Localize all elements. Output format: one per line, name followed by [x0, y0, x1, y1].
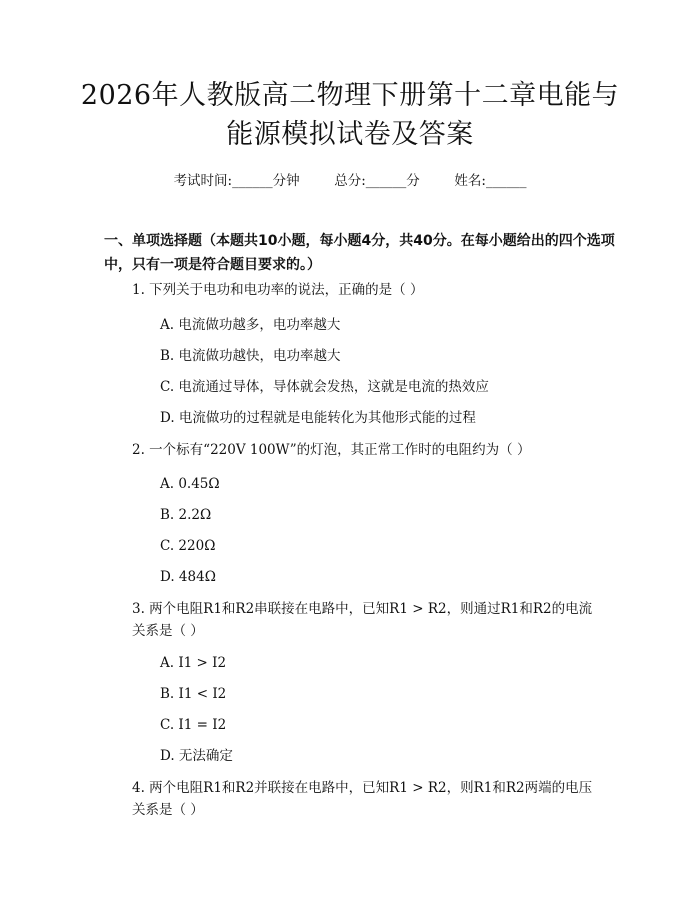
time-unit: 分钟	[272, 173, 300, 189]
page-title-line1: 2026年人教版高二物理下册第十二章电能与	[80, 80, 620, 111]
question-4-stem: 4. 两个电阻R1和R2并联接在电路中，已知R1 > R2，则R1和R2两端的电压关系是（ ）	[132, 780, 593, 818]
question-1-option-d: D. 电流做功的过程就是电能转化为其他形式能的过程	[160, 410, 476, 426]
score-unit: 分	[406, 173, 420, 189]
question-1-option-a: A. 电流做功越多，电功率越大	[160, 317, 341, 333]
time-label: 考试时间:	[173, 173, 233, 189]
question-3-option-c: C. I1 = I2	[160, 717, 227, 733]
score-label: 总分:	[334, 173, 366, 189]
exam-info-line	[0, 169, 700, 189]
question-2-option-a: A. 0.45Ω	[160, 476, 220, 492]
question-2-stem: 2. 一个标有“220V 100W”的灯泡，其正常工作时的电阻约为（ ）	[132, 442, 531, 458]
question-2-option-c: C. 220Ω	[160, 538, 216, 554]
question-2-option-b: B. 2.2Ω	[160, 507, 212, 523]
question-3-option-a: A. I1 > I2	[160, 655, 227, 671]
page-title-line2: 能源模拟试卷及答案	[226, 119, 474, 150]
question-3-option-d: D. 无法确定	[160, 748, 233, 764]
question-1-stem: 1. 下列关于电功和电功率的说法，正确的是（ ）	[132, 282, 424, 298]
name-label: 姓名:	[454, 173, 486, 189]
section-heading: 一、单项选择题（本题共10小题，每小题4分，共40分。在每小题给出的四个选项中，只有一项是符合题目要求的。）	[104, 233, 615, 273]
name-blank: ______	[485, 173, 527, 189]
question-3-option-b: B. I1 < I2	[160, 686, 227, 702]
time-blank: ______	[232, 173, 273, 189]
question-3-stem: 3. 两个电阻R1和R2串联接在电路中，已知R1 > R2，则通过R1和R2的电流关系是（ ）	[132, 601, 593, 639]
question-1-option-c: C. 电流通过导体，导体就会发热，这就是电流的热效应	[160, 379, 489, 395]
question-1-option-b: B. 电流做功越快，电功率越大	[160, 348, 341, 364]
score-blank: ______	[365, 173, 407, 189]
question-2-option-d: D. 484Ω	[160, 569, 216, 585]
